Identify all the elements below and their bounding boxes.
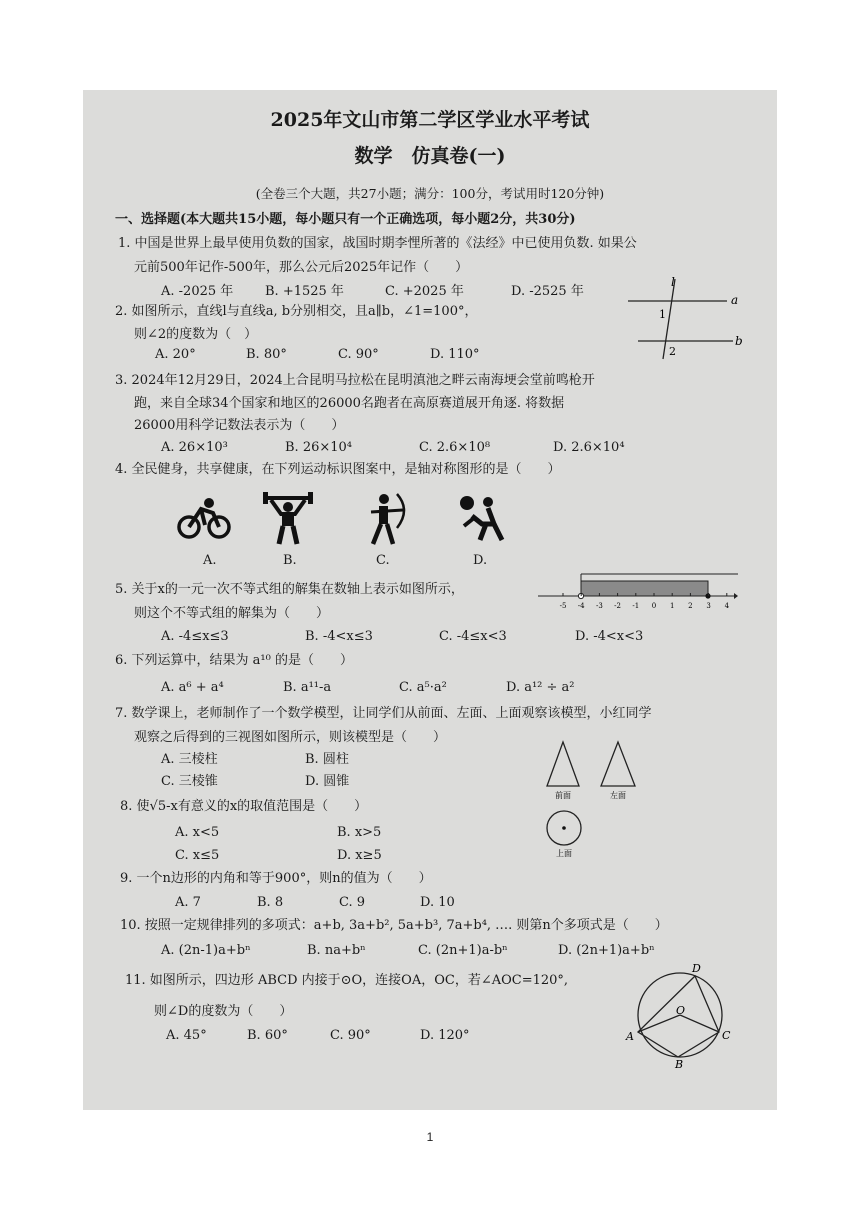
q5-option-c: C. -4≤x<3 (439, 629, 507, 644)
q3-stem-line3: 26000用科学记数法表示为（ ） (134, 418, 345, 433)
q7-option-b: B. 圆柱 (305, 752, 349, 767)
q2-option-a: A. 20° (155, 347, 196, 362)
q8-stem: 8. 使√5-x有意义的x的取值范围是（ ） (120, 799, 368, 814)
q10-option-d: D. (2n+1)a+bⁿ (558, 943, 655, 958)
q1-option-a: A. -2025 年 (161, 284, 234, 299)
fig-angle-2: 2 (669, 345, 676, 358)
number-line-tick-label: 2 (688, 602, 693, 610)
exam-subtitle: 数学 仿真卷(一) (354, 145, 506, 167)
top-view-label: 上面 (556, 849, 572, 858)
q5-option-d: D. -4<x<3 (575, 629, 644, 644)
q1-option-c: C. +2025 年 (385, 284, 464, 299)
page-number: 1 (426, 1130, 434, 1144)
fig-label-D: D (692, 962, 701, 975)
q11-stem-line1: 11. 如图所示，四边形 ABCD 内接于⊙O，连接OA，OC，若∠AOC=120°, (125, 973, 569, 988)
cycling-icon (175, 495, 233, 541)
fig-label-B: B (675, 1058, 684, 1071)
q6-stem: 6. 下列运算中，结果为 a¹⁰ 的是（ ） (115, 653, 353, 668)
number-line-tick-label: -5 (559, 602, 567, 610)
q1-stem-line2: 元前500年记作-500年，那么公元后2025年记作（ ） (134, 260, 469, 275)
q3-stem-line2: 跑，来自全球34个国家和地区的26000名跑者在高原赛道展开角逐. 将数据 (134, 396, 565, 411)
q1-option-d: D. -2525 年 (511, 284, 584, 299)
number-line-tick-label: -4 (577, 602, 585, 610)
q3-stem-line1: 3. 2024年12月29日，2024上合昆明马拉松在昆明滇池之畔云南海埂会堂前鸣枪开 (115, 373, 595, 388)
q1-option-b: B. +1525 年 (265, 284, 344, 299)
number-line-tick-label: 4 (724, 602, 730, 610)
q7-option-d: D. 圆锥 (305, 774, 350, 789)
q6-option-b: B. a¹¹-a (283, 680, 332, 695)
q8-option-d: D. x≥5 (337, 848, 382, 863)
q8-option-a: A. x<5 (175, 825, 220, 840)
fig-label-l: l (671, 275, 675, 289)
archery-icon (367, 492, 411, 546)
q7-three-views-figure (543, 740, 643, 860)
q9-option-b: B. 8 (257, 895, 284, 910)
weightlifting-icon (263, 490, 313, 546)
q5-number-line-figure (538, 570, 738, 612)
fig-label-C: C (722, 1029, 731, 1042)
q3-option-a: A. 26×10³ (161, 440, 228, 455)
q11-inscribed-quadrilateral-figure (623, 960, 733, 1070)
q2-option-b: B. 80° (246, 347, 287, 362)
section-heading: 一、选择题(本大题共15小题，每小题只有一个正确选项，每小题2分，共30分) (115, 212, 576, 227)
q3-option-c: C. 2.6×10⁸ (419, 440, 491, 455)
exam-paper-photo (83, 90, 777, 1110)
q2-stem-line1: 2. 如图所示，直线l与直线a, b分别相交，且a∥b，∠1=100°， (115, 304, 478, 319)
q6-option-c: C. a⁵·a² (399, 680, 447, 695)
fig-label-O: O (676, 1004, 686, 1017)
exam-info: (全卷三个大题，共27小题；满分：100分，考试用时120分钟) (255, 186, 605, 201)
fig-angle-1: 1 (659, 308, 666, 321)
front-view-label: 前面 (555, 791, 571, 800)
exam-title: 2025年文山市第二学区学业水平考试 (270, 109, 590, 131)
left-view-label: 左面 (610, 791, 626, 800)
q2-option-d: D. 110° (430, 347, 480, 362)
q3-option-d: D. 2.6×10⁴ (553, 440, 625, 455)
q3-option-b: B. 26×10⁴ (285, 440, 353, 455)
q10-option-b: B. na+bⁿ (307, 943, 366, 958)
q5-option-a: A. -4≤x≤3 (161, 629, 229, 644)
q4-option-b: B. (283, 553, 297, 568)
q7-option-a: A. 三棱柱 (161, 752, 218, 767)
q11-option-a: A. 45° (166, 1028, 207, 1043)
q9-option-a: A. 7 (175, 895, 201, 910)
q9-option-c: C. 9 (339, 895, 366, 910)
q11-stem-line2: 则∠D的度数为（ ） (154, 1004, 293, 1019)
fig-label-A: A (626, 1030, 634, 1043)
q9-option-d: D. 10 (420, 895, 455, 910)
q6-option-d: D. a¹² ÷ a² (506, 680, 575, 695)
volleyball-kick-icon (458, 494, 510, 544)
q4-option-d: D. (473, 553, 488, 568)
number-line-tick-label: -3 (595, 602, 603, 610)
q7-option-c: C. 三棱锥 (161, 774, 218, 789)
fig-label-b: b (735, 334, 743, 348)
q11-option-c: C. 90° (330, 1028, 371, 1043)
q10-option-c: C. (2n+1)a-bⁿ (418, 943, 508, 958)
q5-option-b: B. -4<x≤3 (305, 629, 373, 644)
q4-option-a: A. (203, 553, 217, 568)
q11-option-d: D. 120° (420, 1028, 470, 1043)
q1-stem-line1: 1. 中国是世界上最早使用负数的国家，战国时期李悝所著的《法经》中已使用负数. 如果公 (118, 236, 637, 251)
fig-label-a: a (731, 293, 739, 307)
q10-stem: 10. 按照一定规律排列的多项式：a+b, 3a+b², 5a+b³, 7a+b⁴, …. 则第n个多项式是（ ） (120, 918, 668, 933)
number-line-tick-label: -1 (632, 602, 640, 610)
q4-option-c: C. (376, 553, 390, 568)
number-line-tick-label: 0 (651, 602, 657, 610)
q8-option-b: B. x>5 (337, 825, 382, 840)
q5-stem-line1: 5. 关于x的一元一次不等式组的解集在数轴上表示如图所示， (115, 582, 464, 597)
number-line-tick-label: 3 (706, 602, 711, 610)
q7-stem-line2: 观察之后得到的三视图如图所示，则该模型是（ ） (134, 730, 447, 745)
q8-option-c: C. x≤5 (175, 848, 220, 863)
number-line-tick-label: -2 (614, 602, 622, 610)
q9-stem: 9. 一个n边形的内角和等于900°，则n的值为（ ） (120, 871, 432, 886)
number-line-tick-label: 1 (669, 602, 675, 610)
q4-stem: 4. 全民健身，共享健康，在下列运动标识图案中，是轴对称图形的是（ ） (115, 462, 561, 477)
q10-option-a: A. (2n-1)a+bⁿ (161, 943, 251, 958)
q6-option-a: A. a⁶ + a⁴ (161, 680, 224, 695)
q2-option-c: C. 90° (338, 347, 379, 362)
q2-parallel-lines-figure (623, 275, 743, 360)
q7-stem-line1: 7. 数学课上，老师制作了一个数学模型，让同学们从前面、左面、上面观察该模型，小红同学 (115, 706, 652, 721)
q5-stem-line2: 则这个不等式组的解集为（ ） (134, 606, 330, 621)
q2-stem-line2: 则∠2的度数为（ ） (134, 327, 258, 342)
q11-option-b: B. 60° (247, 1028, 288, 1043)
